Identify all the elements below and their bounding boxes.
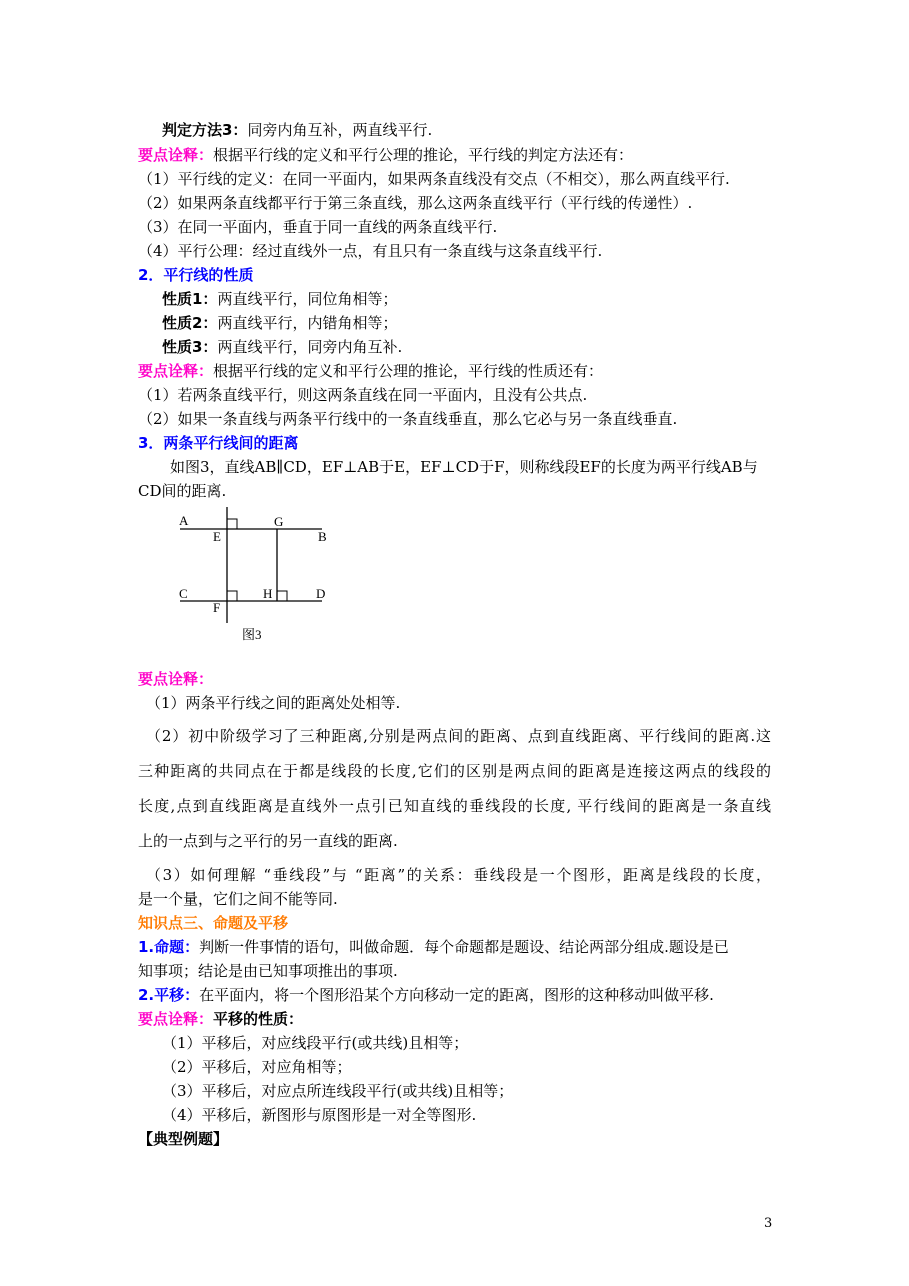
property-2-text: 两直线平行，内错角相等； xyxy=(217,314,398,332)
proposition-label: 1.命题： xyxy=(138,938,200,956)
property-item-1: （1）若两条直线平行，则这两条直线在同一平面内，且没有公共点. xyxy=(138,386,588,404)
translation-item-4: （4）平移后，新图形与原图形是一对全等图形. xyxy=(162,1106,477,1124)
label-e: E xyxy=(213,529,221,544)
note1-line xyxy=(138,146,633,164)
judge-item-1: （1）平行线的定义：在同一平面内，如果两条直线没有交点（不相交），那么两直线平行. xyxy=(138,170,730,188)
judge-item-3: （3）在同一平面内，垂直于同一直线的两条直线平行. xyxy=(138,218,498,236)
distance-note-2-line1: （2）初中阶级学习了三种距离,分别是两点间的距离、点到直线距离、平行线间的距离.这 xyxy=(146,727,771,745)
distance-para-line2: CD间的距离. xyxy=(138,482,227,500)
figure-3 xyxy=(170,505,340,650)
section-heading-3: 知识点三、命题及平移 xyxy=(138,914,289,932)
note3-label: 要点诠释： xyxy=(138,670,214,688)
note2-text: 根据平行线的定义和平行公理的推论，平行线的性质还有： xyxy=(213,362,604,380)
proposition-line1 xyxy=(138,938,771,956)
property-3-text: 两直线平行，同旁内角互补. xyxy=(217,338,403,356)
distance-note-2-line3: 长度,点到直线距离是直线外一点引已知直线的垂线段的长度, 平行线间的距离是一条直线 xyxy=(138,797,771,815)
right-angle-f xyxy=(227,591,237,601)
translation-label: 2.平移： xyxy=(138,986,200,1004)
translation-line xyxy=(138,986,714,1004)
note4-line xyxy=(138,1010,303,1028)
property-3 xyxy=(162,338,402,356)
label-c: C xyxy=(179,586,188,601)
examples-heading: 【典型例题】 xyxy=(138,1130,229,1148)
note2-label: 要点诠释： xyxy=(138,362,214,380)
property-1 xyxy=(162,290,397,308)
proposition-line2: 知事项；结论是由已知事项推出的事项. xyxy=(138,962,398,980)
translation-item-1: （1）平移后，对应线段平行(或共线)且相等； xyxy=(162,1034,469,1052)
note1-label: 要点诠释： xyxy=(138,146,214,164)
heading-distance: 3．两条平行线间的距离 xyxy=(138,434,299,452)
distance-note-3-line2: 是一个量，它们之间不能等同. xyxy=(138,890,338,908)
note4-label: 要点诠释： xyxy=(138,1010,214,1028)
property-2 xyxy=(162,314,397,332)
distance-para-line1: 如图3，直线AB∥CD，EF⊥AB于E，EF⊥CD于F，则称线段EF的长度为两平行线AB与 xyxy=(170,458,758,476)
page-number: 3 xyxy=(764,1216,773,1231)
property-item-2: （2）如果一条直线与两条平行线中的一条直线垂直，那么它必与另一条直线垂直. xyxy=(138,410,678,428)
right-angle-e xyxy=(227,519,237,529)
note4-sublabel: 平移的性质： xyxy=(213,1010,304,1028)
label-g: G xyxy=(274,514,284,529)
label-h: H xyxy=(263,586,273,601)
translation-text: 在平面内，将一个图形沿某个方向移动一定的距离，图形的这种移动叫做平移. xyxy=(199,986,714,1004)
distance-note-3-line1: （3）如何理解 “垂线段”与 “距离”的关系：垂线段是一个图形，距离是线段的长度， xyxy=(146,866,771,884)
method3-line xyxy=(162,121,432,139)
heading-properties: 2．平行线的性质 xyxy=(138,266,254,284)
method3-text: 同旁内角互补，两直线平行. xyxy=(247,121,433,139)
property-3-label: 性质3： xyxy=(162,338,218,356)
property-2-label: 性质2： xyxy=(162,314,218,332)
label-d: D xyxy=(316,586,326,601)
label-f: F xyxy=(213,600,221,615)
proposition-text: 判断一件事情的语句，叫做命题．每个命题都是题设、结论两部分组成.题设是已 xyxy=(199,938,729,956)
distance-note-2-line4: 上的一点到与之平行的另一直线的距离. xyxy=(138,832,398,850)
note2-line xyxy=(138,362,603,380)
right-angle-h xyxy=(277,591,287,601)
distance-note-1: （1）两条平行线之间的距离处处相等. xyxy=(146,694,401,712)
label-a: A xyxy=(179,513,189,528)
property-1-label: 性质1： xyxy=(162,290,218,308)
method3-label: 判定方法3： xyxy=(162,121,248,139)
translation-item-3: （3）平移后，对应点所连线段平行(或共线)且相等； xyxy=(162,1082,514,1100)
judge-item-2: （2）如果两条直线都平行于第三条直线，那么这两条直线平行（平行线的传递性）. xyxy=(138,194,693,212)
distance-note-2-line2: 三种距离的共同点在于都是线段的长度,它们的区别是两点间的距离是连接这两点的线段的 xyxy=(138,762,771,780)
note1-text: 根据平行线的定义和平行公理的推论，平行线的判定方法还有： xyxy=(213,146,634,164)
label-b: B xyxy=(318,529,327,544)
translation-item-2: （2）平移后，对应角相等； xyxy=(162,1058,352,1076)
property-1-text: 两直线平行，同位角相等； xyxy=(217,290,398,308)
judge-item-4: （4）平行公理：经过直线外一点，有且只有一条直线与这条直线平行. xyxy=(138,242,603,260)
figure-caption: 图3 xyxy=(242,627,262,642)
